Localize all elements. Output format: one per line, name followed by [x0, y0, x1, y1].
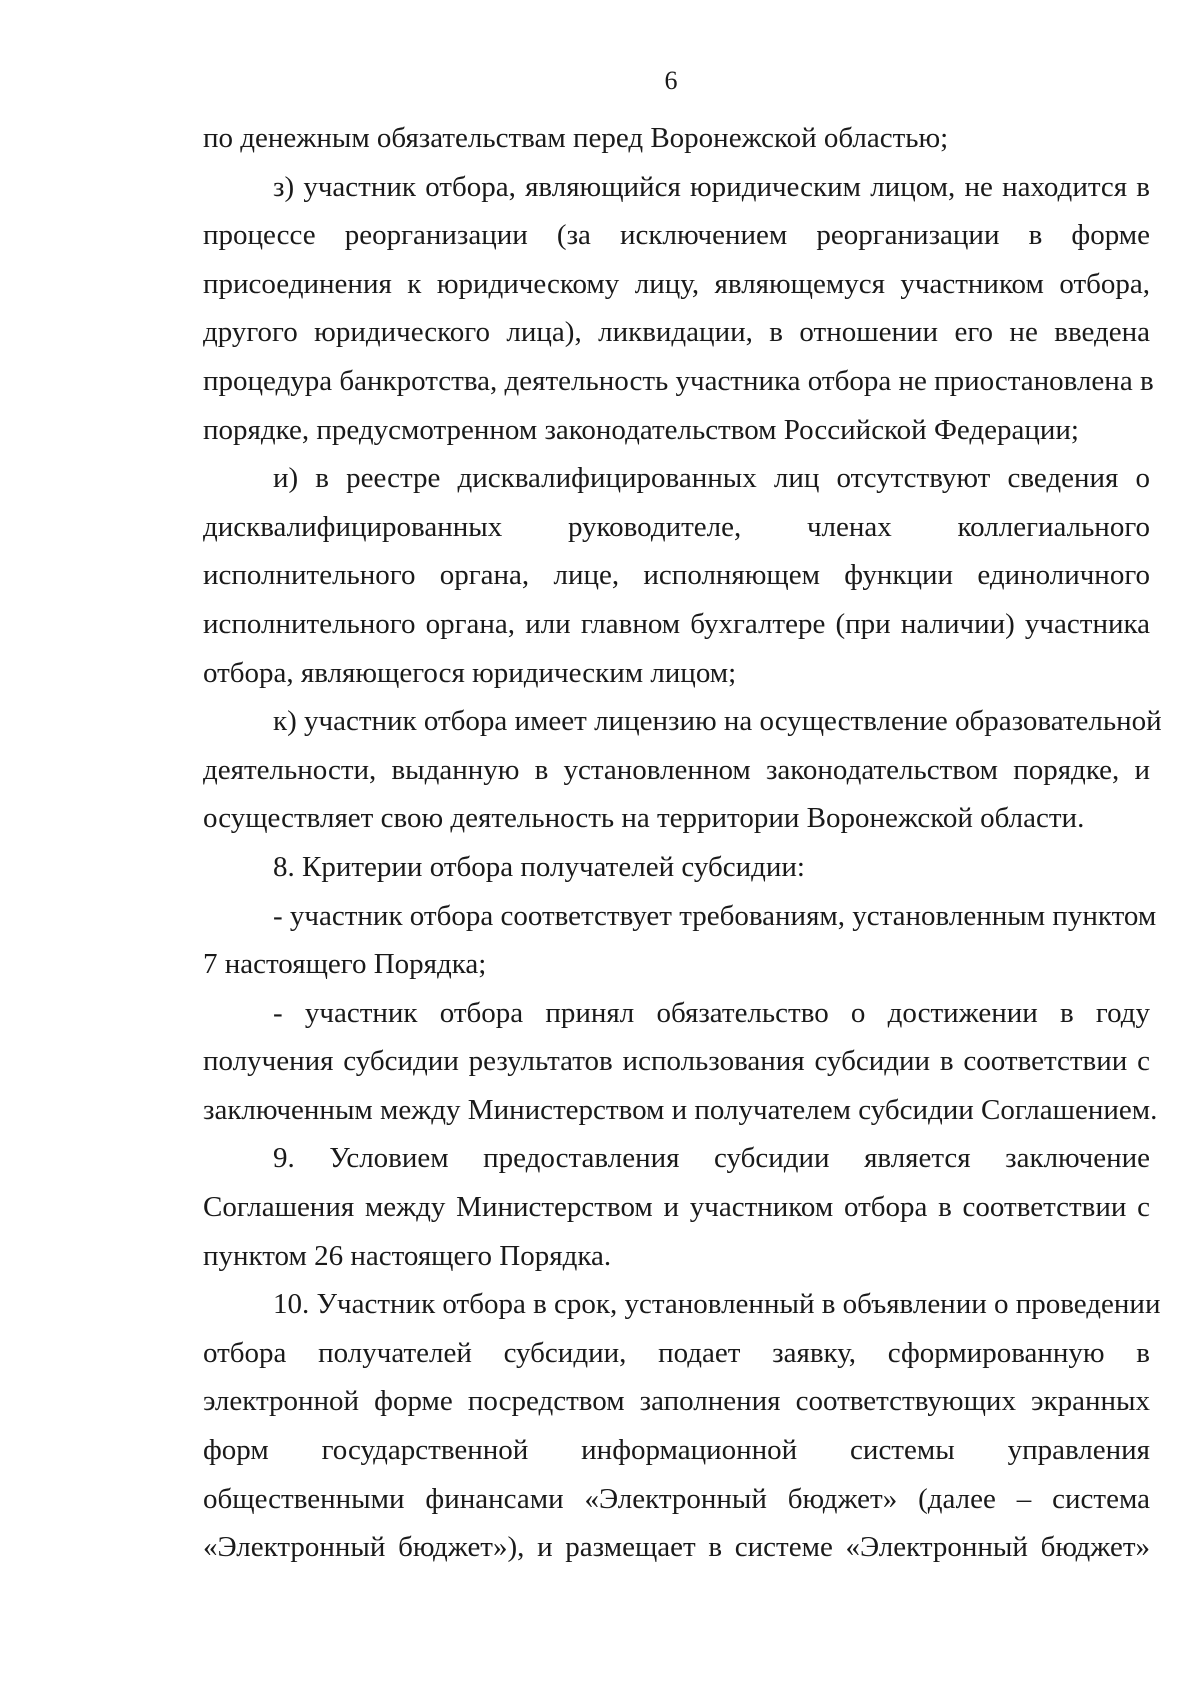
text-line: - участник отбора соответствует требованиям, установленным пунктом [273, 899, 1157, 932]
text-line: и) в реестре дисквалифицированных лиц отсутствуют сведения о [273, 462, 1150, 495]
text-line: общественными финансами «Электронный бюджет» (далее – система [203, 1482, 1150, 1515]
text-line: «Электронный бюджет»), и размещает в системе «Электронный бюджет» [203, 1531, 1150, 1564]
text-line: 10. Участник отбора в срок, установленный в объявлении о проведении [273, 1288, 1161, 1321]
page-number: 6 [664, 66, 678, 95]
text-line: получения субсидии результатов использования субсидии в соответствии с [203, 1045, 1150, 1078]
text-line: дисквалифицированных руководителе, членах коллегиального [203, 510, 1150, 543]
text-line: исполнительного органа, или главном бухгалтере (при наличии) участника [203, 607, 1150, 640]
text-line: отбора, являющегося юридическим лицом; [203, 656, 737, 689]
text-line: электронной форме посредством заполнения соответствующих экранных [203, 1385, 1150, 1418]
text-line: - участник отбора принял обязательство о достижении в году [273, 996, 1150, 1029]
text-line: процессе реорганизации (за исключением реорганизации в форме [203, 219, 1150, 252]
text-line: к) участник отбора имеет лицензию на осуществление образовательной [273, 705, 1162, 738]
document-body [203, 114, 1162, 1572]
text-line: деятельности, выданную в установленном законодательством порядке, и [203, 753, 1150, 786]
text-line: Соглашения между Министерством и участником отбора в соответствии с [203, 1191, 1150, 1224]
text-line: по денежным обязательствам перед Воронежской областью; [203, 122, 949, 154]
text-line: порядке, предусмотренном законодательством Российской Федерации; [203, 413, 1079, 446]
text-line: отбора получателей субсидии, подает заявку, сформированную в [203, 1336, 1150, 1369]
text-line: другого юридического лица), ликвидации, в отношении его не введена [203, 316, 1150, 349]
text-line: 8. Критерии отбора получателей субсидии: [273, 850, 805, 883]
text-line: осуществляет свою деятельность на территории Воронежской области. [203, 802, 1085, 835]
text-line: исполнительного органа, лице, исполняющем функции единоличного [203, 559, 1150, 592]
text-line: з) участник отбора, являющийся юридическим лицом, не находится в [273, 170, 1150, 203]
text-line: присоединения к юридическому лицу, являющемуся участником отбора, [203, 267, 1150, 300]
text-line: процедура банкротства, деятельность участника отбора не приостановлена в [203, 364, 1154, 397]
text-line: пунктом 26 настоящего Порядка. [203, 1239, 612, 1272]
text-line: 7 настоящего Порядка; [203, 948, 487, 981]
text-line: заключенным между Министерством и получателем субсидии Соглашением. [203, 1093, 1158, 1126]
text-line: 9. Условием предоставления субсидии является заключение [273, 1142, 1150, 1175]
text-line: форм государственной информационной системы управления [203, 1434, 1150, 1467]
